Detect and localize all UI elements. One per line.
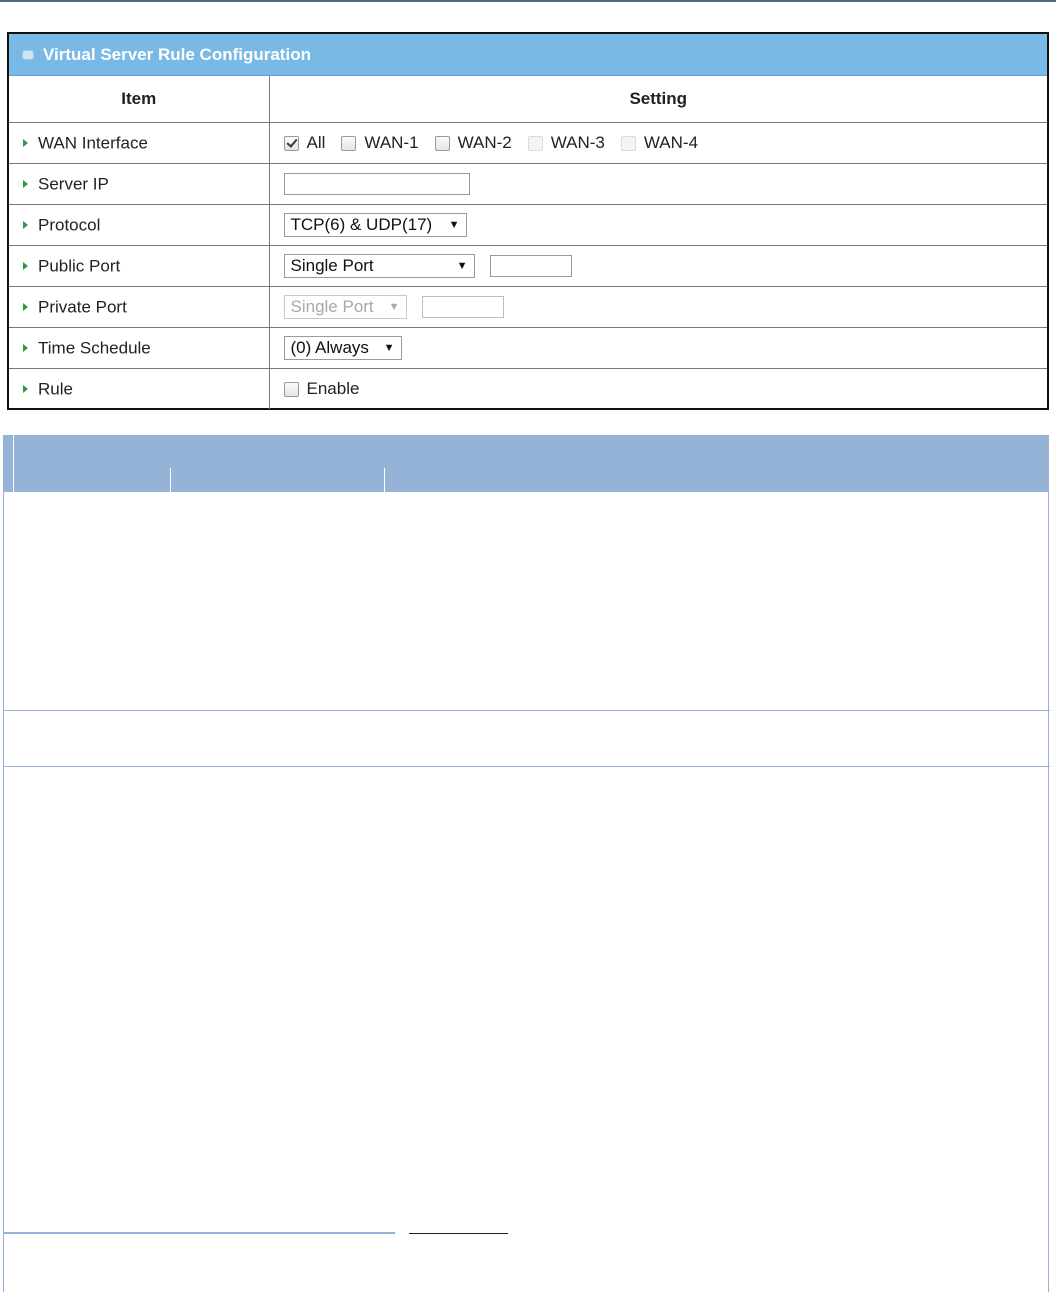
underline-mark	[409, 1233, 508, 1234]
server-ip-input[interactable]	[284, 173, 470, 195]
item-cell	[9, 123, 269, 164]
checkbox-label: WAN-4	[643, 133, 699, 152]
bullet-arrow-icon	[23, 303, 28, 311]
description-table-body	[3, 492, 1049, 1292]
row-protocol	[9, 205, 1047, 246]
private-port-input	[422, 296, 504, 318]
setting-cell	[269, 123, 1047, 164]
description-table-header	[3, 435, 1049, 492]
item-label-server-ip: Server IP	[38, 174, 109, 194]
dropdown-caret-icon: ▼	[388, 301, 400, 313]
item-cell	[9, 205, 269, 246]
item-cell	[9, 246, 269, 287]
checkbox-wan-all[interactable]	[284, 136, 299, 151]
column-header-setting: Setting	[269, 76, 1047, 123]
row-time-schedule	[9, 328, 1047, 369]
description-table	[3, 435, 1049, 1292]
checkbox-wan-4	[621, 136, 636, 151]
setting-cell	[269, 205, 1047, 246]
header-column-divider	[13, 435, 14, 492]
dropdown-caret-icon: ▼	[456, 260, 468, 272]
checkbox-wan-3	[528, 136, 543, 151]
setting-cell	[269, 328, 1047, 369]
bullet-arrow-icon	[23, 262, 28, 270]
dropdown-caret-icon: ▼	[448, 219, 460, 231]
setting-cell	[269, 369, 1047, 410]
item-cell	[9, 328, 269, 369]
item-label-private-port: Private Port	[38, 297, 127, 317]
rule-enable-label: Enable	[306, 379, 360, 398]
bullet-arrow-icon	[23, 180, 28, 188]
bullet-arrow-icon	[23, 221, 28, 229]
time-schedule-select[interactable]	[284, 336, 402, 360]
item-label-protocol: Protocol	[38, 215, 101, 235]
protocol-select-value: TCP(6) & UDP(17)	[290, 215, 433, 234]
config-table	[9, 76, 1047, 409]
item-label-rule: Rule	[38, 379, 73, 399]
column-header-item: Item	[9, 76, 269, 123]
checkbox-wan-1[interactable]	[341, 136, 356, 151]
row-wan-interface	[9, 123, 1047, 164]
bullet-arrow-icon	[23, 139, 28, 147]
checkbox-label: All	[306, 133, 326, 152]
checkbox-label: WAN-1	[364, 133, 419, 152]
item-label-public-port: Public Port	[38, 256, 121, 276]
row-server-ip	[9, 164, 1047, 205]
row-private-port	[9, 287, 1047, 328]
private-port-select	[284, 295, 407, 319]
item-label-wan-interface: WAN Interface	[38, 133, 148, 153]
public-port-select-value: Single Port	[290, 256, 374, 275]
dropdown-caret-icon: ▼	[383, 342, 395, 354]
private-port-select-value: Single Port	[290, 297, 374, 316]
time-schedule-select-value: (0) Always	[290, 338, 369, 357]
checkbox-label: WAN-2	[457, 133, 512, 152]
panel-header	[9, 34, 1047, 76]
checkbox-wan-2[interactable]	[435, 136, 450, 151]
setting-cell	[269, 287, 1047, 328]
row-divider	[4, 766, 1050, 767]
bullet-arrow-icon	[23, 344, 28, 352]
setting-cell	[269, 246, 1047, 287]
row-rule	[9, 369, 1047, 410]
panel-collapse-icon[interactable]	[23, 51, 33, 59]
header-column-divider	[384, 468, 385, 492]
protocol-select[interactable]	[284, 213, 467, 237]
public-port-select[interactable]	[284, 254, 475, 278]
bottom-border-line	[3, 1232, 395, 1234]
header-column-divider	[170, 468, 171, 492]
item-cell	[9, 164, 269, 205]
table-header-row	[9, 76, 1047, 123]
rule-enable-checkbox[interactable]	[284, 382, 299, 397]
panel-title: Virtual Server Rule Configuration	[43, 44, 311, 64]
item-label-time-schedule: Time Schedule	[38, 338, 151, 358]
checkbox-label: WAN-3	[550, 133, 605, 152]
row-divider	[4, 710, 1050, 711]
item-cell	[9, 369, 269, 410]
row-public-port	[9, 246, 1047, 287]
item-cell	[9, 287, 269, 328]
setting-cell	[269, 164, 1047, 205]
bullet-arrow-icon	[23, 385, 28, 393]
top-border-line	[0, 0, 1056, 2]
virtual-server-rule-panel	[7, 32, 1049, 410]
public-port-input[interactable]	[490, 255, 572, 277]
